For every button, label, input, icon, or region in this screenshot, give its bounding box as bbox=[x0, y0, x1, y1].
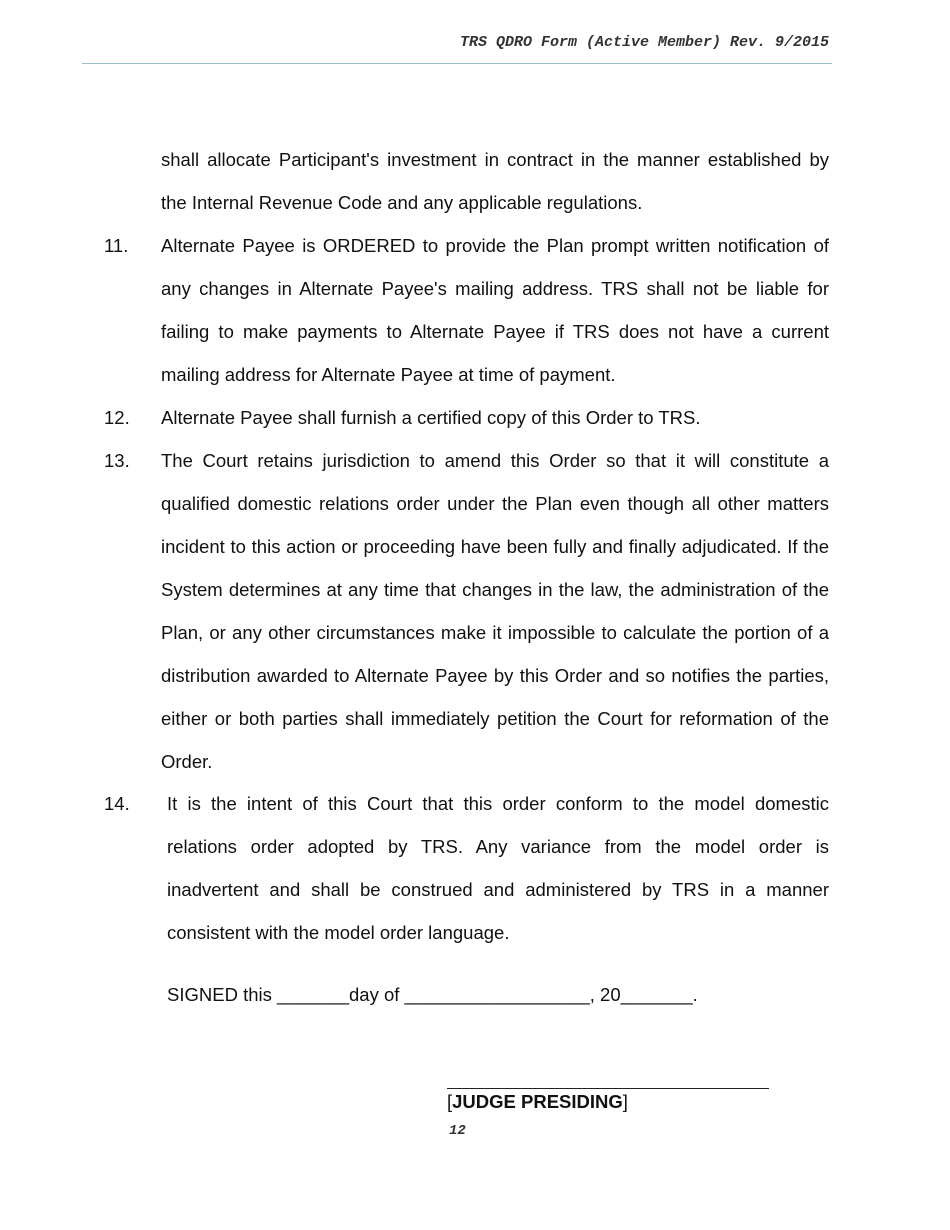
judge-signature-line bbox=[447, 1088, 769, 1089]
header-divider bbox=[82, 63, 832, 64]
signed-date-line: SIGNED this _______day of __________________, 20_______. bbox=[167, 984, 698, 1005]
judge-presiding-text: JUDGE PRESIDING bbox=[452, 1091, 623, 1112]
item-text-14: It is the intent of this Court that this order conform to the model domestic relations order adopted by TRS. Any variance from the model order is inadvertent and shall be construed and administered by TRS in a manner consistent with the model order language. bbox=[167, 793, 829, 943]
item-text-12: Alternate Payee shall furnish a certified copy of this Order to TRS. bbox=[161, 407, 701, 428]
bracket-close: ] bbox=[622, 1091, 628, 1112]
continuation-paragraph: shall allocate Participant's investment in contract in the manner established by the Internal Revenue Code and any applicable regulations. bbox=[161, 149, 829, 213]
item-text-13: The Court retains jurisdiction to amend this Order so that it will constitute a qualified domestic relations order under the Plan even though all other matters incident to this action or proceeding have been fully and finally adjudicated. If the System determines at any time that changes in the law, the administration of the Plan, or any other circumstances make it impossible to calculate the portion of a distribution awarded to Alternate Payee by this Order and so notifies the parties, either or both parties shall immediately petition the Court for reformation of the Order. bbox=[161, 450, 829, 772]
item-number-13: 13. bbox=[104, 450, 130, 471]
running-header: TRS QDRO Form (Active Member) Rev. 9/2015 bbox=[459, 34, 829, 51]
item-number-14: 14. bbox=[104, 793, 130, 814]
judge-presiding-label bbox=[447, 1090, 628, 1114]
item-number-12: 12. bbox=[104, 407, 130, 428]
item-number-11: 11. bbox=[104, 235, 129, 256]
item-text-11: Alternate Payee is ORDERED to provide the Plan prompt written notification of any changes in Alternate Payee's mailing address. TRS shall not be liable for failing to make payments to Alternate Payee if TRS does not have a current mailing address for Alternate Payee at time of payment. bbox=[161, 235, 829, 385]
bracket-open: [ bbox=[447, 1091, 453, 1112]
page-number: 12 bbox=[449, 1123, 466, 1139]
